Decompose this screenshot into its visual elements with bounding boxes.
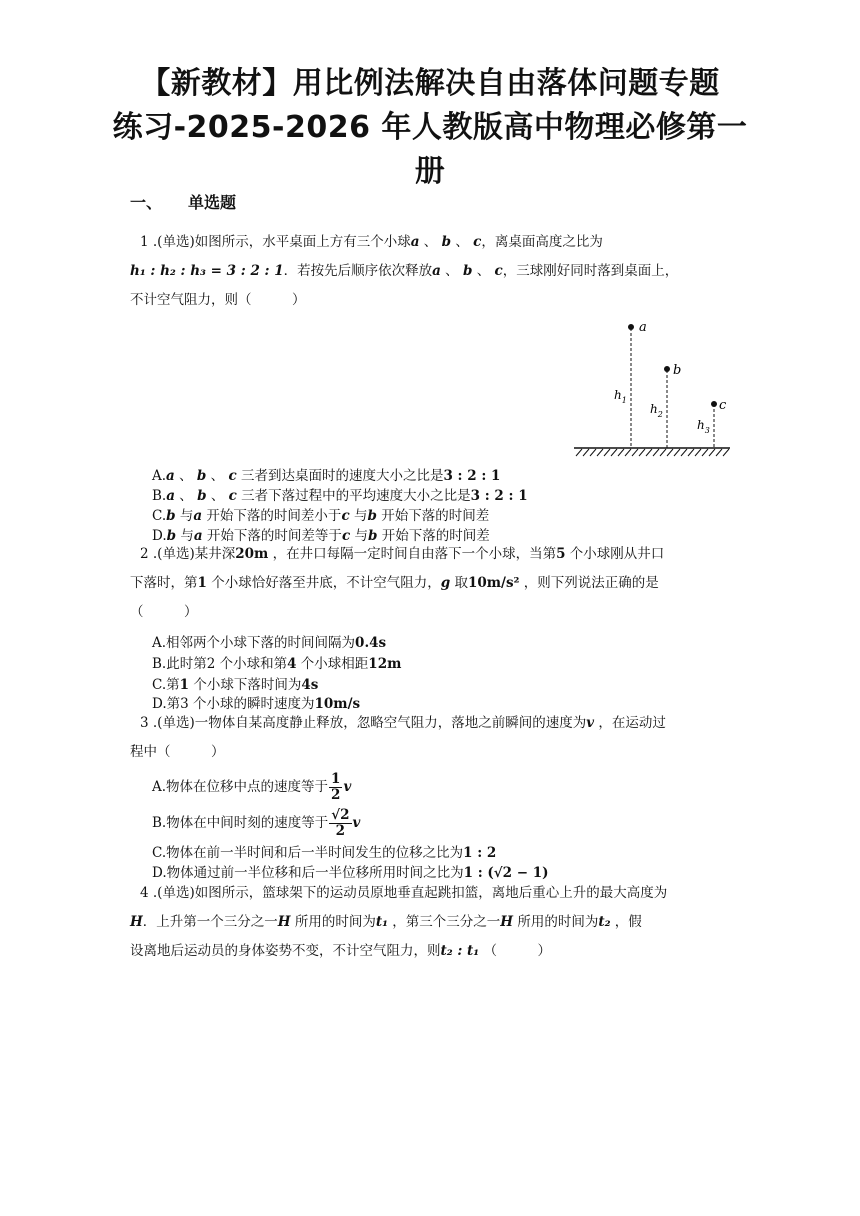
table-hatching: [576, 449, 729, 456]
section-number: 一、: [130, 193, 163, 212]
title-line: 【新教材】用比例法解决自由落体问题专题: [140, 66, 720, 101]
section-label: 单选题: [188, 193, 237, 212]
option-a[interactable]: A.a 、 b 、 c 三者到达桌面时的速度大小之比是3 : 2 : 1: [152, 468, 501, 484]
label-c: c: [719, 398, 727, 413]
section-heading: [130, 190, 236, 213]
question-stem: 3 .(单选)一物体自某高度静止释放，忽略空气阻力，落地之前瞬间的速度为v ，在运动过: [140, 715, 666, 731]
ball-b: [664, 366, 670, 372]
label-h2: $h_2$: [650, 402, 663, 419]
title-line: 册: [414, 154, 446, 189]
label-b: b: [673, 363, 682, 378]
ball-c: [711, 401, 717, 407]
question-4: 4 .(单选)如图所示，篮球架下的运动员原地垂直起跳扣篮，离地后重心上升的最大高度为 H．上升第一个三分之一H 所用的时间为t₁ ，第三个三分之一H 所用的时间为t₂ ，假 设离地后运动员的身体姿势不变，不计空气阻力，则t₂ : t₁ （ ）: [130, 879, 730, 966]
option-c[interactable]: C.第1 个小球下落时间为4s: [152, 677, 319, 693]
question-stem: 4 .(单选)如图所示，篮球架下的运动员原地垂直起跳扣篮，离地后重心上升的最大高度为: [140, 885, 668, 901]
question-1: 1 .(单选)如图所示，水平桌面上方有三个小球a 、 b 、 c，离桌面高度之比为 h₁ : h₂ : h₃ = 3 : 2 : 1．若按先后顺序依次释放a 、 b 、 c，三球刚好同时落到桌面上， 不计空气阻力，则（ ）: [130, 228, 730, 315]
three-balls-figure: [568, 318, 738, 464]
option-d[interactable]: D.第3 个小球的瞬时速度为10m/s: [152, 696, 361, 712]
option-d[interactable]: D.b 与a 开始下落的时间差等于c 与b 开始下落的时间差: [152, 528, 490, 544]
label-a: a: [639, 320, 647, 335]
label-h3: $h_3$: [697, 418, 710, 435]
document-title: [90, 62, 770, 194]
option-b[interactable]: B.a 、 b 、 c 三者下落过程中的平均速度大小之比是3 : 2 : 1: [152, 488, 528, 504]
title-line: 练习-2025-2026 年人教版高中物理必修第一: [112, 110, 748, 145]
option-b[interactable]: B.物体在中间时刻的速度等于 $\frac{√2}{2}$ v: [152, 807, 361, 839]
option-d[interactable]: D.物体通过前一半位移和后一半位移所用时间之比为1 : (√2 − 1): [152, 865, 549, 881]
fraction: $\frac{1}{2}$: [331, 771, 341, 803]
option-c[interactable]: C.物体在前一半时间和后一半时间发生的位移之比为1 : 2: [152, 845, 497, 861]
question-3: 3 .(单选)一物体自某高度静止释放，忽略空气阻力，落地之前瞬间的速度为v ，在运动过 程中（ ）: [130, 709, 730, 767]
question-stem: 2 .(单选)某井深20m ，在井口每隔一定时间自由落下一个小球，当第5 个小球刚从井口: [140, 546, 665, 562]
option-c[interactable]: C.b 与a 开始下落的时间差小于c 与b 开始下落的时间差: [152, 508, 490, 524]
height-ratio: h₁ : h₂ : h₃ = 3 : 2 : 1: [130, 263, 284, 279]
label-h1: $h_1$: [614, 388, 627, 405]
option-a[interactable]: A.物体在位移中点的速度等于 $\frac{1}{2}$ v: [152, 771, 352, 803]
fraction: $\frac{√2}{2}$: [331, 807, 350, 839]
option-a[interactable]: A.相邻两个小球下落的时间间隔为0.4s: [152, 635, 387, 651]
ball-a: [628, 324, 634, 330]
question-2: 2 .(单选)某井深20m ，在井口每隔一定时间自由落下一个小球，当第5 个小球刚从井口 下落时，第1 个小球恰好落至井底，不计空气阻力，g 取10m/s² ，则下列说法正确的是 （ ）: [130, 540, 730, 627]
question-stem: 1 .(单选)如图所示，水平桌面上方有三个小球a 、 b 、 c，离桌面高度之比为: [140, 234, 603, 250]
option-b[interactable]: B.此时第2 个小球和第4 个小球相距12m: [152, 656, 402, 672]
